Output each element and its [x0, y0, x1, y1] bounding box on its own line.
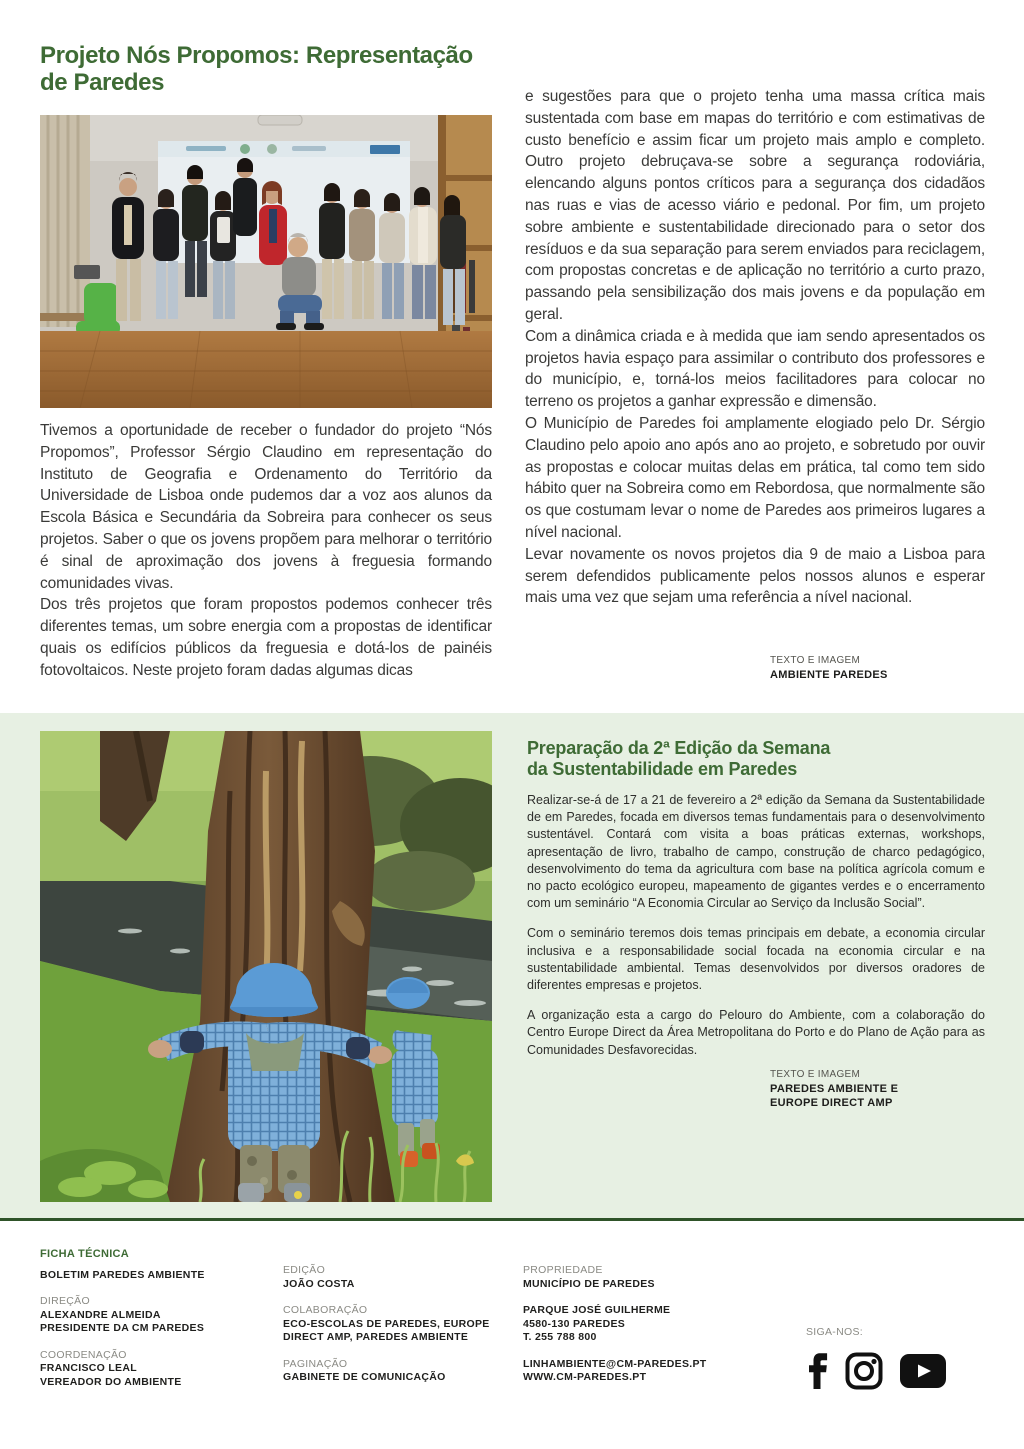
- colaboracao-value: DIRECT AMP, PAREDES AMBIENTE: [283, 1331, 469, 1343]
- article1-title-line1: Projeto Nós Propomos: Representação: [40, 42, 473, 69]
- phone-number: T. 255 788 800: [523, 1331, 597, 1343]
- classroom-group-photo: [40, 115, 492, 408]
- article2-title-line2: da Sustentabilidade em Paredes: [527, 759, 798, 779]
- coordenacao-name: FRANCISCO LEAL: [40, 1362, 137, 1374]
- youtube-icon[interactable]: [900, 1354, 946, 1388]
- credit-value: PAREDES AMBIENTE E: [770, 1083, 899, 1095]
- article1-title: [40, 42, 510, 96]
- colaboracao-label: COLABORAÇÃO: [283, 1304, 368, 1316]
- credit-value: EUROPE DIRECT AMP: [770, 1097, 893, 1109]
- credit-value: AMBIENTE PAREDES: [770, 669, 888, 681]
- direcao-role: PRESIDENTE DA CM PAREDES: [40, 1322, 205, 1334]
- article1-paragraph: Com a dinâmica criada e à medida que iam sendo apresentados os projetos havia espaço para assimilar o contributo dos professores e do município, e, torná-los meios facilitadores para colocar no terreno os projetos a ganhar expressão e dimensão.: [525, 327, 985, 411]
- propriedade-value: MUNICÍPIO DE PAREDES: [523, 1277, 655, 1290]
- article1-title-line2: de Paredes: [40, 69, 165, 96]
- article1-right-column: [525, 86, 985, 609]
- credit-label: TEXTO E IMAGEM: [770, 1069, 861, 1080]
- footer-column-ficha: [40, 1248, 270, 1389]
- address-line: 4580-130 PAREDES: [523, 1317, 626, 1330]
- article1-paragraph: Tivemos a oportunidade de receber o fundador do projeto “Nós Propomos”, Professor Sérgio Claudino em representação do Instituto de Geografia e Ordenamento do Território da Universidade de Lisboa onde pudemos dar a voz aos alunos da Escola Básica e Secundária da Sobreira para conhecer os seus projetos. Saber o que os jovens propõem para melhorar o território é sinal de aproximação dos jovens à freguesia formando comunidades vivas.: [40, 422, 492, 592]
- paginacao-value: GABINETE DE COMUNICAÇÃO: [283, 1371, 446, 1383]
- article2-title-line1: Preparação da 2ª Edição da Semana: [527, 738, 831, 758]
- footer-column-social: [806, 1326, 986, 1390]
- boletim-name: BOLETIM PAREDES AMBIENTE: [40, 1268, 205, 1281]
- tree-hug-scene-illustration: [40, 731, 492, 1202]
- direcao-name: ALEXANDRE ALMEIDA: [40, 1308, 161, 1321]
- article2-paragraph: Com o seminário teremos dois temas principais em debate, a economia circular inclusiva e a responsabilidade social focada na economia circular e na sustentabilidade ambiental. Temas desenvolvidos por diversos oradores de diferentes empresas e projetos.: [527, 926, 985, 993]
- article1-paragraph: e sugestões para que o projeto tenha uma massa crítica mais sustentada com base em mapas do território e com estimativas de custo benefício e assim ficar um projeto mais amplo e completo. Outro projeto debruçava-se sobre a segurança rodoviária, elencando alguns pontos críticos para a segurança dos cidadãos nas ruas e vias de acesso viário e pedonal. Por fim, um projeto sobre ambiente e sustentabilidade direcionado para o setor dos resíduos e da sua separação para serem enviados para reciclagem, com propostas concretas e de aplicação no território a curto prazo, passando pela sensibilização dos mais jovens e da população em geral.: [525, 88, 985, 323]
- direcao-label: DIREÇÃO: [40, 1295, 90, 1307]
- article2-paragraph: A organização esta a cargo do Pelouro do Ambiente, com a colaboração do Centro Europe Direct da Área Metropolitana do Porto e do Plano de Ação para as Comunidades Desfavorecidas.: [527, 1008, 985, 1057]
- ficha-tecnica-title: FICHA TÉCNICA: [40, 1248, 130, 1260]
- coordenacao-label: COORDENAÇÃO: [40, 1348, 127, 1361]
- credit-label: TEXTO E IMAGEM: [770, 655, 861, 666]
- address-line: PARQUE JOSÉ GUILHERME: [523, 1304, 671, 1316]
- article1-left-column: [40, 420, 492, 682]
- article1-paragraph: O Município de Paredes foi amplamente elogiado pelo Dr. Sérgio Claudino pelo apoio ano após ano ao projeto, e sobretudo por ouvir as propostas e colocar muitas delas em prática, tal como tem sido hábito quer na Sobreira como em Rebordosa, que normalmente são os que costumam levar o nome de Paredes aos primeiros lugares a nível nacional.: [525, 414, 985, 541]
- paginacao-label: PAGINAÇÃO: [283, 1357, 348, 1370]
- siganos-label: SIGA-NOS:: [806, 1326, 863, 1338]
- article2-body: [527, 792, 985, 1072]
- coordenacao-role: VEREADOR DO AMBIENTE: [40, 1375, 182, 1388]
- email-address: LINHAMBIENTE@CM-PAREDES.PT: [523, 1357, 707, 1370]
- classroom-scene-illustration: [40, 115, 492, 408]
- footer-column-edicao: [283, 1264, 508, 1385]
- edicao-label: EDIÇÃO: [283, 1264, 326, 1276]
- colaboracao-value: ECO-ESCOLAS DE PAREDES, EUROPE: [283, 1317, 490, 1330]
- footer-column-propriedade: [523, 1264, 773, 1385]
- article2-paragraph: Realizar-se-á de 17 a 21 de fevereiro a 2ª edição da Semana da Sustentabilidade de em Paredes, focada em diversos temas fundamentais para o desenvolvimento sustentável. Contará com visita a boas práticas externas, workshops, apresentação de livro, trabalho de campo, construção de charco pedagógico, desenvolvimento do tema da agricultura com base na política agrícola comum e no pacto ecológico europeu, mapeamento de gigantes verdes e o encerramento com um seminário “A Economia Circular ao Serviço da Inclusão Social”.: [527, 793, 985, 911]
- article1-credit: [770, 654, 888, 682]
- children-hugging-tree-photo: [40, 731, 492, 1202]
- propriedade-label: PROPRIEDADE: [523, 1264, 603, 1276]
- article1-paragraph: Levar novamente os novos projetos dia 9 de maio a Lisboa para serem defendidos publicamente pelos nossos alunos e esperar mais uma vez que sejam uma referência a nível nacional.: [525, 545, 985, 607]
- website-url: WWW.CM-PAREDES.PT: [523, 1371, 647, 1383]
- social-icons-row: [806, 1352, 986, 1390]
- article2-title: [527, 738, 987, 780]
- instagram-icon[interactable]: [845, 1352, 883, 1390]
- article2-credit: [770, 1068, 898, 1110]
- article1-paragraph: Dos três projetos que foram propostos podemos conhecer três diferentes temas, um sobre energia com a propostas de identificar quais os edifícios públicos da freguesia e dotá-los de painéis fotovoltaicos. Neste projeto foram dadas algumas dicas: [40, 596, 492, 679]
- facebook-icon[interactable]: [806, 1353, 828, 1389]
- edicao-name: JOÃO COSTA: [283, 1277, 355, 1290]
- section-divider-line: [0, 1218, 1024, 1221]
